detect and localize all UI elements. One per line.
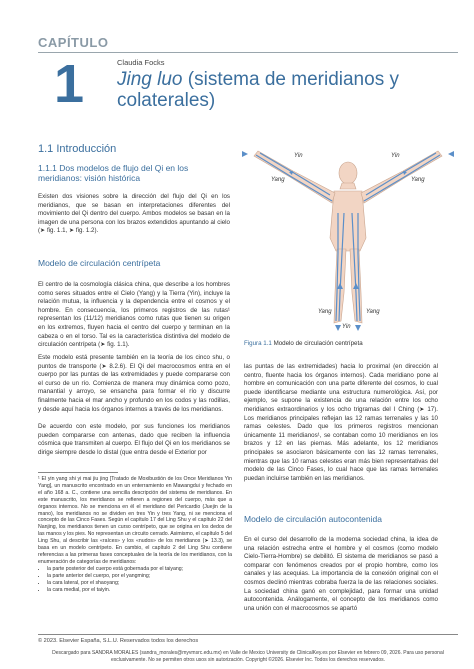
figure-illustration bbox=[238, 143, 458, 338]
figure-label-yin-left: Yin bbox=[294, 153, 303, 159]
figure-label-yang-right: Yang bbox=[411, 177, 425, 183]
copyright: © 2023. Elsevier España, S.L.U. Reservados todos los derechos bbox=[38, 638, 199, 644]
figure-label-yin-right: Yin bbox=[391, 153, 400, 159]
footnote-item: • la cara medial, por el taiyin. bbox=[47, 587, 232, 594]
figure-label-yang-leg-right: Yang bbox=[366, 309, 380, 315]
figure-label-yang-left: Yang bbox=[271, 177, 285, 183]
paragraph-centripetal-3: De acuerdo con este modelo, por sus funciones los meridianos pueden compararse con antenas, dado que reciben la influencia cósmica que transmiten al cuerpo. El flujo del Qi en los meridianos se dirige siempre desde lo distal (que entra desde el Exterior por bbox=[38, 423, 230, 456]
section-heading: 1.1 Introducción bbox=[38, 143, 117, 155]
figure-centripetal bbox=[238, 143, 458, 338]
footnote bbox=[38, 476, 232, 593]
footnote-rule bbox=[38, 472, 118, 473]
paragraph-centripetal-2: Este modelo está presente también en la teoría de los cinco shu, o puntos de transporte (➤ 8.2.6). El Qi del macrocosmos entra en el cuerpo por las puntas de las extremidades y puede compararse con el curso de un río. Comienza de manera muy dinámica como pozo, manantial y arroyo, se ensancha para formar el río y discurre finalmente hacia el mar ancho y profundo en los codos y las rodillas, y desde aquí hacia los órganos internos a través de los meridianos. bbox=[38, 354, 230, 413]
chapter-label: CAPÍTULO bbox=[38, 35, 109, 50]
figure-label-yang-leg-left: Yang bbox=[318, 309, 332, 315]
figure-caption bbox=[244, 340, 363, 347]
paragraph-right-2: En el curso del desarrollo de la moderna sociedad china, la idea de una relación estrecha entre el hombre y el cosmos (como modelo Cielo-Tierra-Hombre) se debilitó. El sistema de meridianos se pasó a comparar con fenómenos creados por el propio hombre, como los canales y las acequias. La importancia de la conexión original con el cosmos declinó mientras cobraba fuerza la de las relaciones sociales. La sociedad china ganó en complejidad, para formar una unidad autocontenida. Análogamente, el concepto de los meridianos como una unión con el macrocosmos se apartó bbox=[244, 536, 438, 612]
footnote-list bbox=[38, 566, 232, 594]
paragraph-centripetal-1: El centro de la cosmología clásica china, que describe a los hombres como seres situados entre el Cielo (Yang) y la Tierra (Yin), incluye la relación mutua, la influencia y la dependencia entre el cosmos y el hombre. En consecuencia, los primeros registros de las rutas¹ representan los (11/12) meridianos como rutas que tienen su origen en los extremos, fluyen hacia el centro del cuerpo y terminan en la cabeza o en el torso. Tal es la característica distintiva del modelo de circulación centrípeta (➤ fig. 1.1). bbox=[38, 281, 230, 349]
chapter-rule bbox=[38, 52, 458, 53]
chapter-number: 1 bbox=[54, 54, 85, 114]
chapter-title-rest: (sistema de meridianos y colaterales) bbox=[117, 69, 399, 111]
chapter-title bbox=[117, 69, 417, 111]
download-notice: Descargado para SANDRA MORALES (sandra_morales@myvmsrc.edu.mx) en Valle de Mexico University de ClinicalKey.es por Elsevier en febrero 09, 2026. Para uso personal exclusivamente. No se permiten otros usos sin autorización. Copyright ©2026. Elsevier Inc. Todos los derechos reservados. bbox=[52, 650, 444, 663]
footnote-item: • la parte posterior del cuerpo está gobernada por el taiyang; bbox=[47, 566, 232, 573]
heading-autonomous: Modelo de circulación autocontenida bbox=[244, 514, 382, 524]
paragraph-intro: Existen dos visiones sobre la dirección del flujo del Qi en los meridianos, que se basan en interpretaciones diferentes del movimiento del Qi dentro del cuerpo. Ambos modelos se basan en la imagen de una persona con los brazos extendidos apuntando al cielo (➤ fig. 1.1, ➤ fig. 1.2). bbox=[38, 193, 230, 235]
footnote-text: ¹ El yin yang shi yi mai jiu jing [Tratado de Moxibustión de los Once Meridianos Yin Yang], un manuscrito encontrado en un enterramiento en Mawangdui y fechado en el año 168 a. C., contiene una sencilla descripción del sistema de meridianos. En este manuscrito, los meridianos se refieren a regiones del cuerpo, más que a órganos internos. No se menciona en él el meridiano del Pericardio (Juejin de la mano), los meridianos no se dividen en tres Yin y tres Yang, ni se menciona el concepto de las Cinco Fases. Según el capítulo 17 del Ling Shu y el capítulo 22 del Nanjing, los meridianos tienen un curso centrípeto, que se origina en los dedos de las manos y los pies. No representan un circuito cerrado. Asimismo, el capítulo 5 del Ling Shu, al describir las «raíces» y los «nudos» de los meridianos (➤ 13.3), se basa en un modelo centrípeto. En cambio, el capítulo 2 del Ling Shu contiene referencias a las primeras fases conceptuales de la teoría de los meridianos, con la enumeración de categorías de meridianos: bbox=[38, 476, 232, 565]
footnote-item: • la parte anterior del cuerpo, por el yangming; bbox=[47, 573, 232, 580]
figure-caption-text: Modelo de circulación centrípeta bbox=[271, 340, 363, 347]
paragraph-right-1: las puntas de las extremidades) hacia lo proximal (en dirección al centro, fluente hacia los órganos internos). Cada meridiano pone al hombre en comunicación con una parte diferente del cosmos, lo cual puede identificarse mediante una estructura numerológica. Así, por ejemplo, se supone la existencia de una relación entre los ocho meridianos extraordinarios y los ocho trigramas del I Ching (➤ 17). Los meridianos principales reflejan las 12 ramas terrenales y las 10 ramas celestes. Dado que los primeros registros mencionan únicamente 11 meridianos¹, se contaban como 10 meridianos en los brazos y 12 en las piernas. Más adelante, los 12 meridianos principales se asociaron básicamente con las 12 ramas terrenales, mientras que las 10 ramas celestes eran más bien representativas del modelo de las Cinco Fases, lo cual hace que las ramas terrenales puedan incluirse también en las meridianos. bbox=[244, 363, 438, 482]
subsection-heading: 1.1.1 Dos modelos de flujo del Qi en los meridianos: visión histórica bbox=[38, 163, 189, 183]
figure-caption-label: Figura 1.1 bbox=[244, 340, 272, 347]
chapter-author: Claudia Focks bbox=[117, 58, 165, 67]
footer-rule bbox=[38, 634, 458, 635]
footnote-item: • la cara lateral, por el shaoyang; bbox=[47, 580, 232, 587]
chapter-title-italic: Jing luo bbox=[117, 69, 183, 90]
heading-centripetal: Modelo de circulación centrípeta bbox=[38, 258, 161, 268]
figure-label-yin-leg: Yin bbox=[342, 324, 351, 330]
